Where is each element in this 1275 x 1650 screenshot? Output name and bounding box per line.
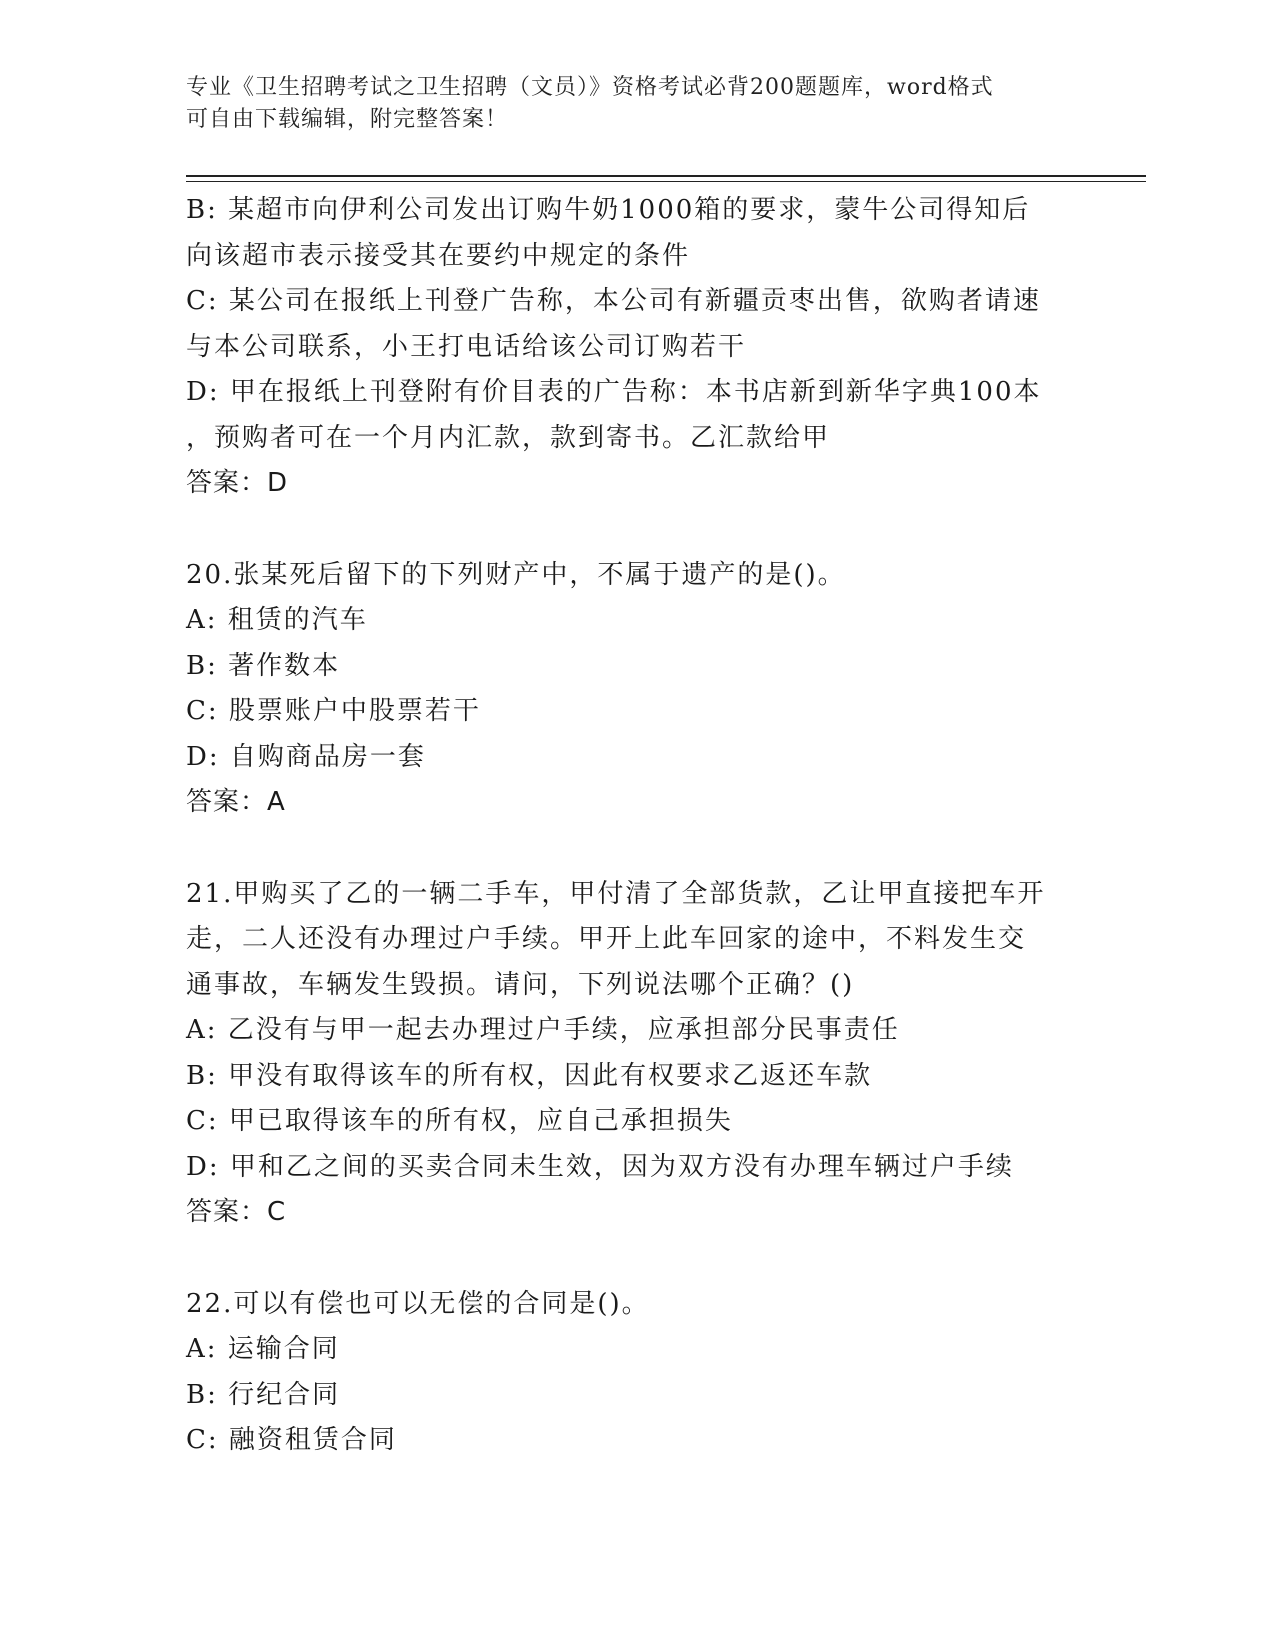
header-line-1: 专业《卫生招聘考试之卫生招聘（文员）》资格考试必背200题题库，word格式 [186,75,994,100]
spacer [186,507,1086,553]
question-text-line-1: 21.甲购买了乙的一辆二手车，甲付清了全部货款，乙让甲直接把车开 [186,878,1046,909]
header-rule-thin [186,181,1146,182]
option-a: A: 租赁的汽车 [186,605,368,635]
question-19-tail [186,188,1086,507]
document-body [186,188,1086,1464]
header-line-2: 可自由下载编辑，附完整答案！ [186,107,509,132]
option-c: C: 融资租赁合同 [186,1425,397,1455]
option-c: C: 甲已取得该车的所有权，应自己承担损失 [186,1106,733,1136]
answer: 答案：D [186,468,289,498]
option-b: B: 行纪合同 [186,1379,341,1410]
option-d-line-1: D: 甲在报纸上刊登附有价目表的广告称：本书店新到新华字典100本 [186,377,1042,407]
option-a: A: 乙没有与甲一起去办理过户手续，应承担部分民事责任 [186,1015,900,1045]
option-c: C: 股票账户中股票若干 [186,696,481,726]
option-d: D: 自购商品房一套 [186,741,426,772]
option-b: B: 著作数本 [186,650,341,681]
question-22 [186,1282,1086,1464]
option-a: A: 运输合同 [186,1334,340,1364]
answer: 答案：C [186,1197,287,1227]
option-b-line-1: B: 某超市向伊利公司发出订购牛奶1000箱的要求，蒙牛公司得知后 [186,195,1031,225]
option-b: B: 甲没有取得该车的所有权，因此有权要求乙返还车款 [186,1060,873,1091]
answer: 答案：A [186,787,286,817]
option-c-line-1: C: 某公司在报纸上刊登广告称，本公司有新疆贡枣出售，欲购者请速 [186,286,1041,316]
header-rule-thick [186,175,1146,177]
question-text-line-3: 通事故，车辆发生毁损。请问，下列说法哪个正确？() [186,969,855,1000]
document-header [186,72,1066,136]
option-b-line-2: 向该超市表示接受其在要约中规定的条件 [186,240,691,271]
option-c-line-2: 与本公司联系，小王打电话给该公司订购若干 [186,331,747,362]
option-d-line-2: ，预购者可在一个月内汇款，款到寄书。乙汇款给甲 [186,422,831,453]
spacer [186,826,1086,872]
spacer [186,1236,1086,1282]
question-text: 20.张某死后留下的下列财产中，不属于遗产的是()。 [186,559,846,590]
question-20 [186,553,1086,826]
option-d: D: 甲和乙之间的买卖合同未生效，因为双方没有办理车辆过户手续 [186,1151,1014,1182]
question-21 [186,872,1086,1236]
question-text-line-2: 走，二人还没有办理过户手续。甲开上此车回家的途中，不料发生交 [186,924,1027,954]
question-text: 22.可以有偿也可以无偿的合同是()。 [186,1288,650,1319]
